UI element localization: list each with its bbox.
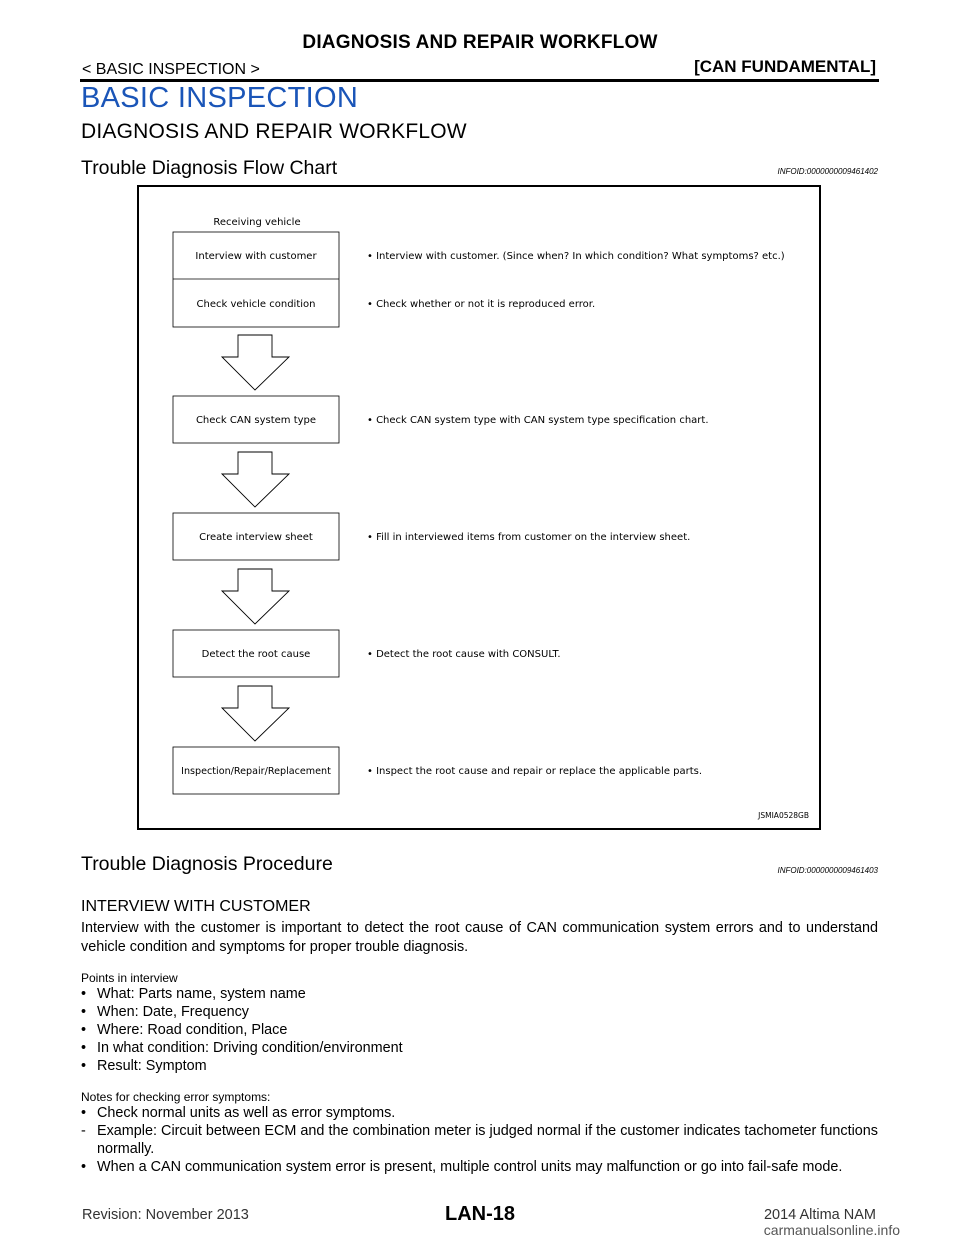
watermark-text: carmanualsonline.info bbox=[763, 1222, 900, 1238]
notes-list bbox=[81, 1104, 878, 1176]
bullet-icon: • bbox=[81, 1058, 87, 1074]
bullet-icon: • bbox=[81, 986, 87, 1002]
step-description: • Inspect the root cause and repair or replace the applicable parts. bbox=[367, 766, 703, 777]
step-box-label: Create interview sheet bbox=[199, 532, 313, 543]
box-group-1 bbox=[173, 232, 339, 327]
list-item: • When a CAN communication system error is present, multiple control units may malfunction or go into fail-safe mode. bbox=[81, 1159, 843, 1175]
flowchart-figure bbox=[137, 185, 821, 830]
header-section-label: < BASIC INSPECTION > bbox=[82, 61, 260, 78]
list-item: • When: Date, Frequency bbox=[81, 1004, 249, 1020]
bullet-icon: • bbox=[81, 1022, 87, 1038]
dash-marker: - bbox=[81, 1123, 86, 1139]
step-box-label: Interview with customer bbox=[195, 251, 317, 262]
flowchart-section-title: Trouble Diagnosis Flow Chart bbox=[81, 157, 338, 179]
points-label: Points in interview bbox=[81, 971, 178, 985]
notes-label: Notes for checking error symptoms: bbox=[81, 1090, 271, 1104]
list-item: • Where: Road condition, Place bbox=[81, 1022, 288, 1038]
main-heading: BASIC INSPECTION bbox=[81, 82, 359, 114]
list-item: • Check normal units as well as error symptoms. bbox=[81, 1105, 396, 1121]
flowchart-svg bbox=[139, 187, 819, 828]
page-header-title: DIAGNOSIS AND REPAIR WORKFLOW bbox=[302, 32, 658, 53]
points-list bbox=[81, 985, 878, 1075]
procedure-section-title: Trouble Diagnosis Procedure bbox=[81, 853, 333, 875]
step-description: • Check whether or not it is reproduced error. bbox=[367, 299, 596, 310]
bullet-icon: • bbox=[81, 1105, 87, 1121]
list-item: - Example: Circuit between ECM and the combination meter is judged normal if the customer indicates tachometer functions normally. bbox=[81, 1123, 878, 1157]
bullet-icon: • bbox=[81, 1004, 87, 1020]
footer-model: 2014 Altima NAM bbox=[763, 1207, 876, 1223]
down-arrow-icon bbox=[222, 569, 289, 624]
interview-title: INTERVIEW WITH CUSTOMER bbox=[81, 898, 311, 915]
header-category-label: [CAN FUNDAMENTAL] bbox=[694, 57, 876, 76]
footer-revision: Revision: November 2013 bbox=[82, 1207, 249, 1223]
bullet-icon: • bbox=[81, 1159, 87, 1175]
step-box-label: Inspection/Repair/Replacement bbox=[181, 766, 331, 777]
down-arrow-icon bbox=[222, 335, 289, 390]
start-label: Receiving vehicle bbox=[213, 217, 301, 228]
down-arrow-icon bbox=[222, 686, 289, 741]
flowchart-infoid: INFOID:0000000009461402 bbox=[777, 167, 878, 176]
down-arrow-icon bbox=[222, 452, 289, 507]
sub-heading: DIAGNOSIS AND REPAIR WORKFLOW bbox=[81, 120, 467, 143]
list-item: • Result: Symptom bbox=[81, 1058, 207, 1074]
interview-paragraph: Interview with the customer is important to detect the root cause of CAN communication system errors and to understand vehicle condition and symptoms for proper trouble diagnosis. bbox=[81, 920, 878, 955]
step-description: • Check CAN system type with CAN system type specification chart. bbox=[367, 415, 709, 426]
step-description: • Interview with customer. (Since when? In which condition? What symptoms? etc.) bbox=[367, 251, 785, 262]
list-item: • What: Parts name, system name bbox=[81, 986, 306, 1002]
figure-id: JSMIA0528GB bbox=[758, 811, 809, 820]
step-box-label: Check vehicle condition bbox=[196, 299, 316, 310]
bullet-icon: • bbox=[81, 1040, 87, 1056]
list-item: • In what condition: Driving condition/environment bbox=[81, 1040, 403, 1056]
procedure-infoid: INFOID:0000000009461403 bbox=[777, 866, 878, 875]
footer-page-number: LAN-18 bbox=[444, 1203, 515, 1225]
step-box-label: Check CAN system type bbox=[195, 415, 317, 426]
step-box-label: Detect the root cause bbox=[201, 649, 311, 660]
step-description: • Fill in interviewed items from customer on the interview sheet. bbox=[367, 532, 691, 543]
step-description: • Detect the root cause with CONSULT. bbox=[367, 649, 561, 660]
